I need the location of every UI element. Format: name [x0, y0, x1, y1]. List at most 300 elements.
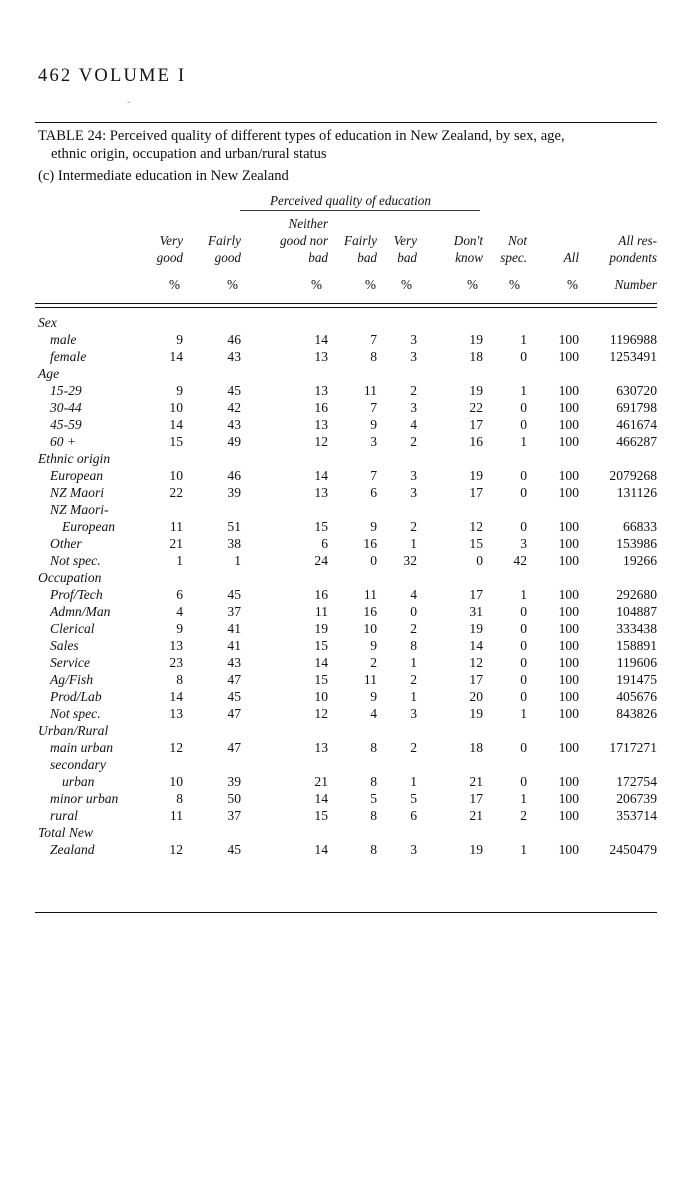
cell-col-3: 15 [314, 519, 328, 534]
cell-col-7: 0 [520, 400, 527, 415]
cell-col-2: 1 [234, 553, 241, 568]
cell-col-3: 16 [314, 587, 328, 602]
cell-col-2: 47 [227, 740, 241, 755]
row-label: 60 + [50, 434, 77, 449]
cell-col-9: 333438 [616, 621, 657, 636]
column-header-3-line-3: bad [308, 250, 328, 265]
cell-col-5: 1 [410, 689, 417, 704]
row-label: Total New [38, 825, 94, 840]
cell-col-9: 2079268 [609, 468, 657, 483]
cell-col-2: 37 [227, 808, 241, 823]
cell-col-2: 45 [227, 842, 241, 857]
cell-col-1: 10 [169, 774, 183, 789]
cell-col-3: 13 [314, 740, 328, 755]
cell-col-6: 18 [469, 349, 483, 364]
cell-col-4: 0 [370, 553, 377, 568]
row-label: Sex [38, 315, 57, 330]
cell-col-6: 17 [469, 417, 483, 432]
cell-col-4: 4 [370, 706, 377, 721]
cell-col-1: 11 [169, 519, 183, 534]
column-header-8-line-1: All [563, 250, 579, 265]
section-row [0, 825, 700, 842]
cell-col-9: 843826 [616, 706, 657, 721]
cell-col-1: 14 [169, 689, 183, 704]
cell-col-4: 16 [363, 604, 377, 619]
cell-col-6: 21 [469, 808, 483, 823]
row-label: main urban [50, 740, 114, 755]
cell-col-6: 12 [469, 519, 483, 534]
cell-col-6: 19 [469, 706, 483, 721]
cell-col-2: 41 [227, 621, 241, 636]
cell-col-5: 2 [410, 519, 417, 534]
table-row [0, 417, 700, 434]
cell-col-7: 1 [520, 587, 527, 602]
cell-col-2: 45 [227, 383, 241, 398]
cell-col-8: 100 [558, 468, 579, 483]
cell-col-9: 158891 [616, 638, 657, 653]
cell-col-8: 100 [558, 842, 579, 857]
cell-col-3: 13 [314, 485, 328, 500]
cell-col-1: 15 [169, 434, 183, 449]
column-header-5-line-1: Very [393, 233, 417, 248]
cell-col-2: 46 [227, 332, 241, 347]
column-header-2-line-1: Fairly [208, 233, 241, 248]
cell-col-2: 43 [227, 655, 241, 670]
row-label: NZ Maori [50, 485, 105, 500]
cell-col-3: 15 [314, 808, 328, 823]
cell-col-8: 100 [558, 672, 579, 687]
cell-col-5: 5 [410, 791, 417, 806]
cell-col-5: 1 [410, 774, 417, 789]
table-row [0, 519, 700, 536]
column-header-1-line-2: good [156, 250, 183, 265]
cell-col-4: 9 [370, 519, 377, 534]
cell-col-5: 2 [410, 434, 417, 449]
cell-col-9: 191475 [616, 672, 657, 687]
cell-col-4: 8 [370, 740, 377, 755]
cell-col-5: 4 [410, 417, 417, 432]
cell-col-8: 100 [558, 553, 579, 568]
cell-col-2: 51 [227, 519, 241, 534]
row-label: Ag/Fish [50, 672, 94, 687]
table-row [0, 604, 700, 621]
cell-col-1: 10 [169, 400, 183, 415]
cell-col-6: 17 [469, 587, 483, 602]
row-label: Service [50, 655, 90, 670]
cell-col-8: 100 [558, 808, 579, 823]
cell-col-3: 12 [314, 434, 328, 449]
cell-col-4: 9 [370, 689, 377, 704]
cell-col-7: 0 [520, 417, 527, 432]
cell-col-8: 100 [558, 332, 579, 347]
cell-col-1: 6 [176, 587, 183, 602]
stray-mark: ˇ [127, 101, 131, 112]
cell-col-8: 100 [558, 485, 579, 500]
table-row [0, 468, 700, 485]
cell-col-6: 14 [469, 638, 483, 653]
cell-col-5: 4 [410, 587, 417, 602]
column-header-4-line-2: bad [357, 250, 377, 265]
cell-col-1: 22 [169, 485, 183, 500]
cell-col-8: 100 [558, 417, 579, 432]
running-head: 462 VOLUME I [38, 66, 187, 86]
row-label: Occupation [38, 570, 102, 585]
cell-col-5: 3 [410, 706, 417, 721]
cell-col-8: 100 [558, 689, 579, 704]
cell-col-5: 3 [410, 842, 417, 857]
column-header-3-line-1: Neither [288, 216, 328, 231]
column-group-title: Perceived quality of education [270, 193, 431, 208]
cell-col-1: 9 [176, 383, 183, 398]
header-rule-2 [35, 307, 657, 308]
cell-col-6: 12 [469, 655, 483, 670]
section-row [0, 366, 700, 383]
table-row [0, 757, 700, 774]
row-label: secondary [50, 757, 106, 772]
table-subtitle: (c) Intermediate education in New Zealand [38, 168, 289, 184]
row-label: Urban/Rural [38, 723, 109, 738]
cell-col-4: 5 [370, 791, 377, 806]
cell-col-5: 1 [410, 655, 417, 670]
column-header-9-line-1: All res- [618, 233, 657, 248]
column-unit-8: % [567, 277, 578, 292]
cell-col-5: 3 [410, 468, 417, 483]
cell-col-3: 24 [314, 553, 328, 568]
cell-col-7: 1 [520, 434, 527, 449]
cell-col-7: 3 [520, 536, 527, 551]
cell-col-8: 100 [558, 774, 579, 789]
cell-col-5: 2 [410, 672, 417, 687]
row-label: minor urban [50, 791, 119, 806]
cell-col-1: 11 [169, 808, 183, 823]
row-label: 15-29 [50, 383, 82, 398]
cell-col-4: 11 [363, 587, 377, 602]
cell-col-8: 100 [558, 519, 579, 534]
table-row [0, 621, 700, 638]
section-row [0, 723, 700, 740]
cell-col-4: 11 [363, 672, 377, 687]
cell-col-2: 43 [227, 417, 241, 432]
cell-col-7: 0 [520, 740, 527, 755]
cell-col-9: 2450479 [609, 842, 657, 857]
row-label: urban [62, 774, 95, 789]
cell-col-7: 0 [520, 689, 527, 704]
cell-col-6: 19 [469, 383, 483, 398]
cell-col-5: 2 [410, 383, 417, 398]
row-label: Prod/Lab [50, 689, 102, 704]
table-row [0, 706, 700, 723]
cell-col-5: 8 [410, 638, 417, 653]
cell-col-2: 38 [227, 536, 241, 551]
column-header-2-line-2: good [214, 250, 241, 265]
cell-col-1: 4 [176, 604, 183, 619]
row-label: 30-44 [50, 400, 82, 415]
column-header-6-line-1: Don't [453, 233, 483, 248]
cell-col-4: 9 [370, 417, 377, 432]
cell-col-4: 8 [370, 842, 377, 857]
table-caption [38, 128, 658, 163]
cell-col-1: 9 [176, 332, 183, 347]
cell-col-8: 100 [558, 740, 579, 755]
header-rule-1 [35, 303, 657, 304]
cell-col-6: 16 [469, 434, 483, 449]
cell-col-5: 3 [410, 400, 417, 415]
cell-col-7: 0 [520, 604, 527, 619]
cell-col-5: 6 [410, 808, 417, 823]
cell-col-8: 100 [558, 604, 579, 619]
column-unit-5: % [401, 277, 412, 292]
cell-col-2: 41 [227, 638, 241, 653]
cell-col-9: 66833 [623, 519, 657, 534]
table-row [0, 638, 700, 655]
cell-col-6: 20 [469, 689, 483, 704]
cell-col-5: 1 [410, 536, 417, 551]
row-label: Admn/Man [50, 604, 111, 619]
cell-col-9: 131126 [616, 485, 657, 500]
cell-col-4: 6 [370, 485, 377, 500]
table-row [0, 655, 700, 672]
table-row [0, 740, 700, 757]
cell-col-1: 14 [169, 349, 183, 364]
cell-col-4: 8 [370, 808, 377, 823]
cell-col-7: 0 [520, 519, 527, 534]
cell-col-5: 0 [410, 604, 417, 619]
cell-col-8: 100 [558, 706, 579, 721]
cell-col-6: 19 [469, 332, 483, 347]
column-unit-3: % [311, 277, 322, 292]
cell-col-3: 14 [314, 332, 328, 347]
cell-col-1: 8 [176, 791, 183, 806]
column-header-7-line-2: spec. [500, 250, 527, 265]
column-header-9-line-2: pondents [609, 250, 657, 265]
table-row [0, 383, 700, 400]
cell-col-2: 47 [227, 706, 241, 721]
section-row [0, 570, 700, 587]
cell-col-8: 100 [558, 655, 579, 670]
column-unit-4: % [365, 277, 376, 292]
cell-col-9: 691798 [616, 400, 657, 415]
column-header-6-line-2: know [455, 250, 483, 265]
cell-col-7: 0 [520, 638, 527, 653]
cell-col-9: 1196988 [609, 332, 657, 347]
cell-col-4: 16 [363, 536, 377, 551]
row-label: Not spec. [50, 706, 101, 721]
cell-col-8: 100 [558, 791, 579, 806]
row-label: Not spec. [50, 553, 101, 568]
cell-col-6: 17 [469, 791, 483, 806]
cell-col-4: 9 [370, 638, 377, 653]
cell-col-1: 9 [176, 621, 183, 636]
cell-col-7: 0 [520, 774, 527, 789]
cell-col-1: 12 [169, 842, 183, 857]
cell-col-2: 43 [227, 349, 241, 364]
cell-col-6: 19 [469, 842, 483, 857]
column-header-1-line-1: Very [159, 233, 183, 248]
cell-col-1: 13 [169, 638, 183, 653]
cell-col-9: 405676 [616, 689, 657, 704]
cell-col-5: 3 [410, 349, 417, 364]
cell-col-5: 3 [410, 332, 417, 347]
row-label: male [50, 332, 77, 347]
table-row [0, 842, 700, 859]
table-row [0, 672, 700, 689]
cell-col-6: 31 [469, 604, 483, 619]
row-label: rural [50, 808, 78, 823]
cell-col-3: 14 [314, 468, 328, 483]
cell-col-9: 353714 [616, 808, 657, 823]
column-unit-6: % [467, 277, 478, 292]
table-row [0, 689, 700, 706]
cell-col-1: 23 [169, 655, 183, 670]
cell-col-7: 1 [520, 842, 527, 857]
cell-col-3: 13 [314, 383, 328, 398]
cell-col-1: 13 [169, 706, 183, 721]
row-label: Zealand [50, 842, 95, 857]
cell-col-6: 19 [469, 621, 483, 636]
cell-col-1: 14 [169, 417, 183, 432]
cell-col-5: 2 [410, 621, 417, 636]
cell-col-3: 13 [314, 417, 328, 432]
cell-col-9: 104887 [616, 604, 657, 619]
row-label: Prof/Tech [50, 587, 103, 602]
cell-col-1: 8 [176, 672, 183, 687]
cell-col-7: 2 [520, 808, 527, 823]
cell-col-5: 32 [403, 553, 417, 568]
column-group-rule [240, 210, 480, 211]
cell-col-8: 100 [558, 621, 579, 636]
caption-line-1: TABLE 24: Perceived quality of different types of education in New Zealand, by sex, age, [38, 128, 565, 144]
table-row [0, 502, 700, 519]
table-row [0, 791, 700, 808]
cell-col-3: 14 [314, 655, 328, 670]
cell-col-7: 0 [520, 349, 527, 364]
cell-col-2: 47 [227, 672, 241, 687]
column-unit-1: % [169, 277, 180, 292]
table-row [0, 485, 700, 502]
cell-col-7: 1 [520, 791, 527, 806]
cell-col-1: 21 [169, 536, 183, 551]
cell-col-9: 206739 [616, 791, 657, 806]
table-row [0, 553, 700, 570]
table-row [0, 774, 700, 791]
cell-col-3: 19 [314, 621, 328, 636]
cell-col-8: 100 [558, 349, 579, 364]
cell-col-4: 7 [370, 468, 377, 483]
column-unit-2: % [227, 277, 238, 292]
cell-col-6: 18 [469, 740, 483, 755]
row-label: NZ Maori- [50, 502, 109, 517]
cell-col-2: 45 [227, 689, 241, 704]
cell-col-8: 100 [558, 383, 579, 398]
cell-col-7: 1 [520, 332, 527, 347]
cell-col-4: 8 [370, 349, 377, 364]
cell-col-7: 1 [520, 706, 527, 721]
cell-col-7: 0 [520, 621, 527, 636]
cell-col-7: 0 [520, 672, 527, 687]
cell-col-8: 100 [558, 434, 579, 449]
cell-col-6: 17 [469, 672, 483, 687]
row-label: Clerical [50, 621, 95, 636]
cell-col-3: 6 [321, 536, 328, 551]
cell-col-6: 22 [469, 400, 483, 415]
cell-col-3: 10 [314, 689, 328, 704]
cell-col-9: 292680 [616, 587, 657, 602]
table-row [0, 434, 700, 451]
row-label: female [50, 349, 87, 364]
cell-col-2: 46 [227, 468, 241, 483]
column-header-5-line-2: bad [397, 250, 417, 265]
column-header-3-line-2: good nor [280, 233, 328, 248]
cell-col-1: 10 [169, 468, 183, 483]
column-header-7-line-1: Not [507, 233, 527, 248]
cell-col-5: 2 [410, 740, 417, 755]
cell-col-8: 100 [558, 400, 579, 415]
table-row [0, 536, 700, 553]
cell-col-9: 630720 [616, 383, 657, 398]
cell-col-1: 12 [169, 740, 183, 755]
row-label: European [62, 519, 116, 534]
cell-col-4: 11 [363, 383, 377, 398]
row-label: Sales [50, 638, 79, 653]
row-label: Ethnic origin [38, 451, 111, 466]
cell-col-3: 14 [314, 791, 328, 806]
cell-col-9: 153986 [616, 536, 657, 551]
caption-line-2: ethnic origin, occupation and urban/rural status [51, 145, 327, 162]
cell-col-4: 10 [363, 621, 377, 636]
cell-col-7: 0 [520, 468, 527, 483]
cell-col-9: 19266 [623, 553, 657, 568]
table-row [0, 332, 700, 349]
cell-col-7: 1 [520, 383, 527, 398]
cell-col-6: 19 [469, 468, 483, 483]
row-label: Other [50, 536, 82, 551]
cell-col-2: 42 [227, 400, 241, 415]
cell-col-3: 12 [314, 706, 328, 721]
cell-col-4: 2 [370, 655, 377, 670]
cell-col-2: 45 [227, 587, 241, 602]
cell-col-5: 3 [410, 485, 417, 500]
cell-col-9: 119606 [616, 655, 657, 670]
cell-col-2: 37 [227, 604, 241, 619]
top-rule [35, 122, 657, 123]
cell-col-3: 15 [314, 638, 328, 653]
cell-col-9: 1717271 [609, 740, 657, 755]
table-row [0, 349, 700, 366]
cell-col-8: 100 [558, 638, 579, 653]
row-label: Age [38, 366, 60, 381]
cell-col-1: 1 [176, 553, 183, 568]
cell-col-8: 100 [558, 536, 579, 551]
table-row [0, 808, 700, 825]
cell-col-9: 172754 [616, 774, 657, 789]
cell-col-3: 15 [314, 672, 328, 687]
cell-col-7: 0 [520, 655, 527, 670]
cell-col-4: 3 [370, 434, 377, 449]
column-unit-7: % [509, 277, 520, 292]
row-label: 45-59 [50, 417, 82, 432]
cell-col-9: 1253491 [609, 349, 657, 364]
cell-col-4: 8 [370, 774, 377, 789]
section-row [0, 451, 700, 468]
cell-col-2: 39 [227, 485, 241, 500]
section-row [0, 315, 700, 332]
cell-col-3: 21 [314, 774, 328, 789]
cell-col-8: 100 [558, 587, 579, 602]
cell-col-6: 17 [469, 485, 483, 500]
cell-col-6: 21 [469, 774, 483, 789]
cell-col-6: 0 [476, 553, 483, 568]
cell-col-2: 50 [227, 791, 241, 806]
